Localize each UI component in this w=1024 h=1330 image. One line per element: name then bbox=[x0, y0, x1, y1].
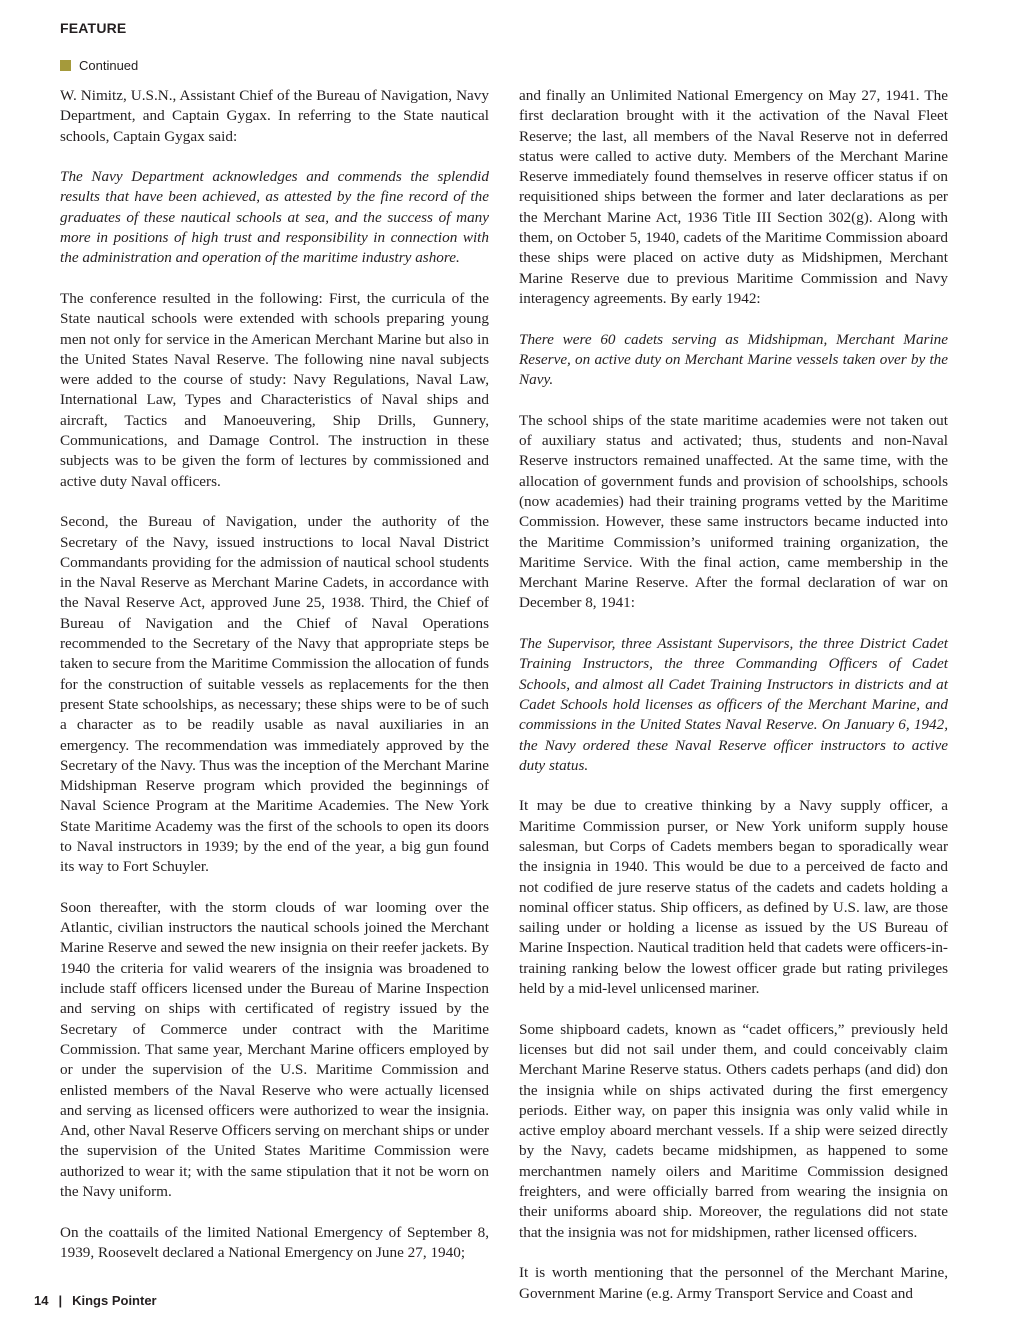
block-quote: There were 60 cadets serving as Midshipman, Merchant Marine Reserve, on active duty on Merchant Marine vessels taken over by the Navy. bbox=[519, 330, 948, 389]
paragraph: Second, the Bureau of Navigation, under the authority of the Secretary of the Navy, issued instructions to local Naval District Commandants providing for the admission of nautical school students in the Naval Reserve as Merchant Marine Cadets, in accordance with the Naval Reserve Act, approved June 25, 1938. Third, the Chief of Bureau of Navigation and the Chief of Naval Operations recommended to the Secretary of the Navy that appropriate steps be taken to secure from the Maritime Commission the allocation of funds for the construction of suitable vessels as replacements for the then present State schoolships, as necessary; these ships were to be of such a character as to be readily usable as naval auxiliaries in an emergency. The recommendation was immediately approved by the Secretary of the Navy. Thus was the inception of the Merchant Marine Midshipman Reserve program which provided the beginnings of Naval Science Program at the Maritime Academies. The New York State Maritime Academy was the first of the schools to open its doors to Naval instructors in 1939; by the end of the year, a big gun found its way to Fort Schuyler. bbox=[60, 513, 489, 876]
block-quote: The Navy Department acknowledges and commends the splendid results that have been achieved, as attested by the fine record of the graduates of these nautical schools at sea, and the success of many more in positions of high trust and responsibility in connection with the administration and operation of the maritime industry ashore. bbox=[60, 168, 489, 267]
footer-separator: | bbox=[58, 1293, 63, 1308]
section-label: FEATURE bbox=[60, 20, 127, 36]
paragraph: It may be due to creative thinking by a Navy supply officer, a Maritime Commission purser, or New York uniform supply house salesman, but Corps of Cadets members began to sporadically wear the insignia in 1940. This would be due to a perceived de facto and not codified de jure reserve status of the cadets and cadets holding a nominal officer status. Ship officers, as defined by U.S. law, are those sailing under or holding a license as issued by the US Bureau of Marine Inspection. Nautical tradition held that cadets were officers-in-training ranking below the lowest officer grade but rating privileges held by a mid-level unlicensed mariner. bbox=[519, 797, 948, 998]
page-footer bbox=[34, 1293, 157, 1308]
right-column bbox=[519, 86, 948, 1324]
block-quote: The Supervisor, three Assistant Supervisors, the three District Cadet Training Instructors, the three Commanding Officers of Cadet Schools, and almost all Cadet Training Instructors in districts and at Cadet Schools hold licenses as officers of the Merchant Marine, and commissions in the United States Naval Reserve. On January 6, 1942, the Navy ordered these Naval Reserve officer instructors to active duty status. bbox=[519, 635, 948, 774]
paragraph: Soon thereafter, with the storm clouds of war looming over the Atlantic, civilian instructors the nautical schools joined the Merchant Marine Reserve and sewed the new insignia on their reefer jackets. By 1940 the criteria for valid wearers of the insignia was broadened to include staff officers licensed under the Bureau of Marine Inspection and serving on ships with certificated of registry issued by the Secretary of Commerce under contract with the Maritime Commission. That same year, Merchant Marine officers employed by or under the supervision of the U.S. Maritime Commission and enlisted members of the Naval Reserve who were actually licensed and serving as licensed officers were authorized to wear the insignia. And, other Naval Reserve Officers serving on merchant ships or under the supervision of the United States Maritime Commission were authorized to wear it; with the same stipulation that it not be worn on the Navy uniform. bbox=[60, 898, 489, 1201]
paragraph: Some shipboard cadets, known as “cadet officers,” previously held licenses but did not sail under them, and could conceivably claim Merchant Marine Reserve status. Others cadets perhaps (and did) don the insignia while on ships activated during the first emergency periods. Either way, on paper this insignia was only valid while in active employ aboard merchant vessels. If a ship were seized directly by the Navy, cadets became midshipmen, as happened to some merchantmen namely oilers and Maritime Commission designed freighters, and were officially barred from wearing the insignia on their uniforms aboard ship. Moreover, the regulations did not state that the insignia was not for midshipmen, rather licensed officers. bbox=[519, 1020, 948, 1241]
paragraph: It is worth mentioning that the personnel of the Merchant Marine, Government Marine (e.g. Army Transport Service and Coast and bbox=[519, 1264, 948, 1302]
paragraph: The conference resulted in the following: First, the curricula of the State nautical schools were extended with schools preparing young men not only for service in the American Merchant Marine but also in the United States Naval Reserve. The following nine naval subjects were added to the course of study: Navy Regulations, Naval Law, International Law, Types and Characteristics of Naval ships and aircraft, Tactics and Manoeuvering, Ship Drills, Gunnery, Communications, and Damage Control. The instruction in these subjects was to be given the form of lectures by commissioned and active duty Naval officers. bbox=[60, 289, 489, 490]
continued-label: Continued bbox=[79, 58, 139, 73]
publication-name: Kings Pointer bbox=[72, 1293, 157, 1308]
square-bullet-icon bbox=[60, 60, 71, 71]
left-column bbox=[60, 86, 489, 1284]
continued-marker bbox=[60, 58, 138, 73]
paragraph: and finally an Unlimited National Emergency on May 27, 1941. The first declaration brought with it the activation of the Naval Fleet Reserve; the last, all members of the Naval Reserve not in deferred status were called to active duty. Members of the Merchant Marine Reserve immediately found themselves in reserve officer status if on requisitioned ships between the former and later declarations as per the Merchant Marine Act, 1936 Title III Section 302(g). Along with them, on October 5, 1940, cadets of the Maritime Commission aboard these ships were placed on active duty as Midshipmen, Merchant Marine Reserve due to previous Maritime Commission and Navy interagency agreements. By early 1942: bbox=[519, 87, 948, 307]
paragraph: On the coattails of the limited National Emergency of September 8, 1939, Roosevelt declared a National Emergency on June 27, 1940; bbox=[60, 1223, 489, 1261]
page-number: 14 bbox=[34, 1293, 49, 1308]
paragraph: The school ships of the state maritime academies were not taken out of auxiliary status and activated; thus, students and non-Naval Reserve instructors remained unaffected. At the same time, with the allocation of government funds and provision of schoolships, schools (now academies) had their training programs vetted by the Maritime Commission. However, these same instructors became inducted into the Maritime Commission’s uniformed training organization, the Maritime Service. With the final action, came membership in the Merchant Marine Reserve. After the formal declaration of war on December 8, 1941: bbox=[519, 411, 948, 612]
paragraph: W. Nimitz, U.S.N., Assistant Chief of the Bureau of Navigation, Navy Department, and Captain Gygax. In referring to the State nautical schools, Captain Gygax said: bbox=[60, 87, 489, 145]
